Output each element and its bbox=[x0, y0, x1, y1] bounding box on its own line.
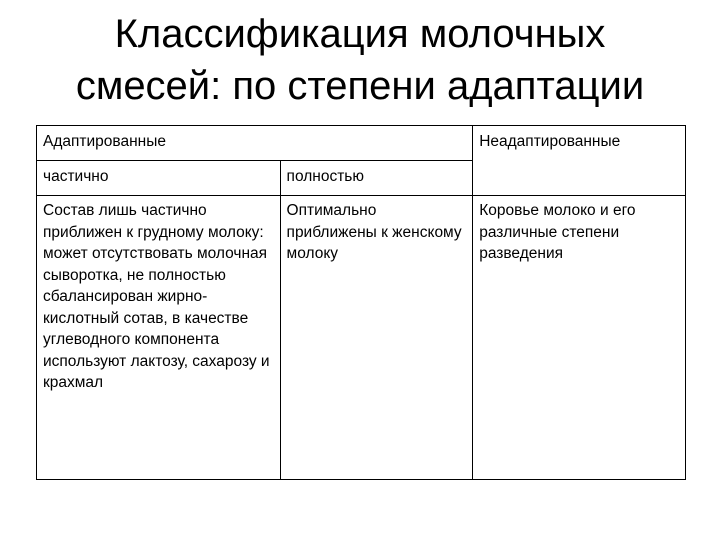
description-cell-full: Оптимально приближены к женскому молоку bbox=[280, 196, 473, 480]
header-cell-adapted: Адаптированные bbox=[37, 126, 473, 161]
slide-title bbox=[0, 8, 720, 112]
table-description-row bbox=[37, 196, 686, 480]
description-cell-partial: Состав лишь частично приближен к грудному молоку: может отсутствовать молочная сыворотка, не полностью сбалансирован жирно-кислотный сотав, в качестве углеводного компонента используют лактозу, сахарозу и крахмал bbox=[37, 196, 281, 480]
subheader-cell-full: полностью bbox=[280, 161, 473, 196]
slide-title-line-1: Классификация молочных bbox=[114, 12, 606, 56]
slide-title-line-2: смесей: по степени адаптации bbox=[75, 64, 645, 108]
classification-table bbox=[36, 125, 686, 480]
subheader-cell-partial: частично bbox=[37, 161, 281, 196]
description-cell-non-adapted: Коровье молоко и его различные степени разведения bbox=[473, 196, 686, 480]
header-cell-non-adapted: Неадаптированные bbox=[473, 126, 686, 196]
table-header-row bbox=[37, 126, 686, 161]
